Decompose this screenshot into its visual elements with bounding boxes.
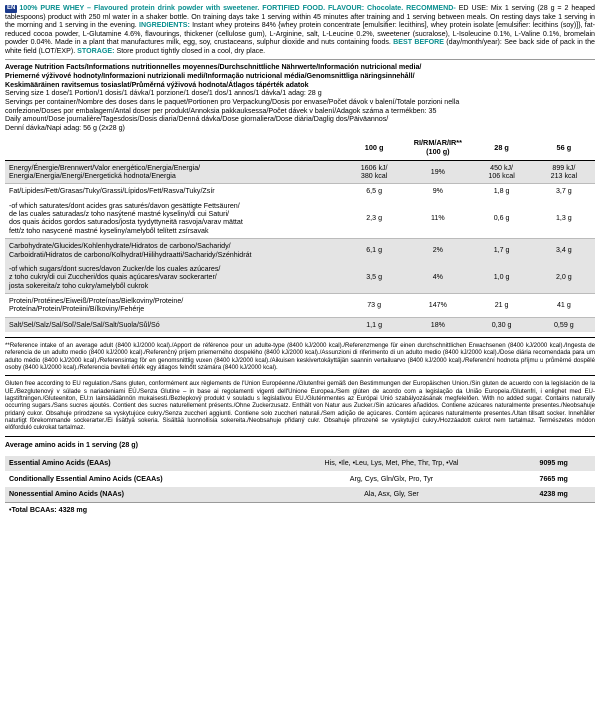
- row-value-protein-56g: 41 g: [533, 293, 595, 317]
- saturates-line2: de las cuales saturadas/z toho nasýtené mastné kyseliny/di cui Saturi/: [9, 210, 230, 219]
- row-label-sugars: [5, 262, 343, 294]
- daily-amount-line-2: Denní dávka/Napi adag: 56 g (2x28 g): [5, 123, 125, 132]
- col-header-ri-line2: (100 g): [426, 147, 450, 157]
- sugars-line3: josta sokereita/z toho cukry/amelyből cukrok: [9, 281, 149, 290]
- servings-per-container-line-1: Servings per container/Nombre des doses dans le paquet/Portionen pro Verpackung/Dosis por envase/Počet dávok v balení/Totale porzioni nella: [5, 97, 460, 106]
- amino-label-ceaa: Conditionally Essential Amino Acids (CEAAs): [9, 474, 163, 483]
- row-label-energy-line2: Energia/Energia/Energi/Energetická hodnota/Energia: [9, 172, 176, 180]
- language-flag-en: EN: [7, 5, 16, 11]
- row-value-salt-28g: 0,30 g: [491, 320, 512, 329]
- table-row-salt: [5, 317, 595, 332]
- row-value-sugars-ri: 4%: [405, 262, 470, 294]
- row-value-fat-28g: 1,8 g: [493, 187, 510, 196]
- amino-value-eaa: His, •Ile, •Leu, Lys, Met, Phe, Thr, Trp, •Val: [324, 459, 459, 468]
- col-header-56g: 56 g: [533, 136, 595, 160]
- reference-intake-footnote: **Reference intake of an average adult (8400 kJ/2000 kcal)./Apport de référence pour un adulte-type (8400 kJ/2000 kcal)./Referenzmenge für einen durchschnittlichen Erwachsenen (8400 kJ/2000 kcal)./Ingesta de referencia de un adulto medio (8400 kJ/2000 kcal)./Referenčný príjem priemerného dospelého (8400 kJ/2000 kcal)./Assunzioni di riferimento di un adulto medio (8400 kJ/2000 kcal)./Dose diária recomendada para um adulto médio (8400 kJ/2000 kcal)./Referensintag för en genomsnittlig vuxen (8400 kJ/2000 kcal)./Aikuisen keskivertokäyttäjän saannin vertailuarvo (8400 kJ/2000 kcal)./Referenční hodnota příjmu u průměrné dospělé osoby (8400 kJ/2000 kcal)./Referencia beviteli érték egy átlagos felnőtt számára (8400 kJ/2000 kcal).: [5, 337, 595, 371]
- nutrition-table: [5, 136, 595, 332]
- best-before-label: BEST BEFORE: [393, 38, 444, 47]
- saturates-line3: dos quais ácidos gordos saturados/josta tyydyttyneitä rasvoja/varav mättat: [9, 218, 243, 227]
- total-bcaa-line: •Total BCAAs: 4328 mg: [5, 502, 595, 518]
- energy-56g-kcal: 213 kcal: [550, 172, 578, 180]
- amino-row-eaa: [5, 456, 595, 471]
- gluten-free-footnote: Gluten free according to EU regulation./Sans gluten, conformément aux règlements de l'Union Européenne./Glutenfrei gemäß den Bestimmungen der Europäischen Union./Sin gluten de acuerdo con la legislación de la UE./Bezglutenový v súlade s nariadeniami EÚ./Senza Glutine – in base ai regolamenti vigenti dell'Unione Europea./Sem glúten de acordo com a legislação da União Europeia./Glutenfri, i enlighet med EU-lagstiftningen./Gluteeniton, EU:n lainsäädännön mukaisesti./Bezlepkový produkt v souladu s legislativou EU./Gluténmentes az Európai Unió szabályozásának megfelelően. With no added sugar. Contains naturally occurring sugars./Sans sucres ajoutés. Contient des sucres naturellement présents./Ohne Zuckerzusatz. Enthält von Natur aus Zucker./Sin azúcares añadidos. Contiene azúcares naturalmente presentes./Neobsahuje pridaný cukor. Obsahuje prirodzene sa vyskytujúce cukry./Senza zuccheri aggiunti. Contiene solo zuccheri naturali./Sem adição de açúcares. Contém açúcares naturalmente presentes./Utan tillsatt socker. Innehåller naturligt förekommande sockerarter./Ei lisättyä sokeria. Sisältää luonnollisia sokereita./Neobsahuje přidaný cukr. Obsahuje přirozeně se vyskytující cukry./Hozzáadott cukrot nem tartalmaz. Természetes módon előforduló cukrokat tartalmaz.: [5, 375, 595, 431]
- amino-amount-ceaa: 7665 mg: [539, 474, 568, 483]
- row-label-carbohydrate: [5, 239, 343, 262]
- ingredients-text: Instant whey proteins 84% {whey protein concentrate [emulsifier: lecithins], whey protein isolate [emulsifier: lecithins (soy)]}, fat-reduced cocoa powder, L-Glutamine 4.6%, flavourings, thickener (cellulose gum), L-Arginine, salt, L-Leucine 0.2%, sweetener (sucralose), L-Isoleucine 0.1%, L-Valine 0.1%, bromelain powder 0.04%. Made in a plant that manufactures milk, egg, soy, crustaceans, sulphur dioxide and nuts containing foods.: [5, 21, 595, 47]
- nutrition-header-line-3: Keskimääräinen ravitsemus tosiaslat/Průměrná výživová hodnota/Átlagos tápérték adatok: [5, 80, 309, 89]
- saturates-line4: fett/z toho nasycené mastné kyseliny/amelyből telített zsírsavak: [9, 226, 209, 235]
- amino-amount-eaa: 9095 mg: [539, 459, 568, 468]
- amino-acids-title: Average amino acids in 1 serving (28 g): [5, 436, 595, 449]
- row-value-fat-100g: 6,5 g: [366, 187, 383, 196]
- row-value-salt-56g: 0,59 g: [553, 320, 574, 329]
- row-value-carbohydrate-100g: 6,1 g: [366, 246, 383, 255]
- row-value-energy-ri: 19%: [405, 160, 470, 184]
- amino-amount-naa: 4238 mg: [539, 490, 568, 499]
- serving-size-line: Serving size 1 dose/1 Portion/1 dosis/1 dávka/1 porzione/1 dose/1 dos/1 annos/1 dávka/1 adag: 28 g: [5, 89, 322, 98]
- row-label-salt: Salt/Sel/Salz/Sal/Soľ/Sale/Sal/Salt/Suola/Sůl/Só: [9, 320, 160, 329]
- nutrition-facts-header: [5, 59, 595, 132]
- nutrition-header-line-2: Priemerné výživové hodnoty/Informazioni nutrizionali medi/Informação nutricional média/Genomsnittliga näringsinnehåll/: [5, 71, 415, 80]
- table-row-carbohydrate: [5, 239, 595, 262]
- row-value-fat-56g: 3,7 g: [555, 187, 572, 196]
- row-value-sugars-100g: 3,5 g: [343, 262, 405, 294]
- energy-100g-kj: 1606 kJ/: [360, 163, 388, 172]
- row-value-salt-ri: 18%: [430, 320, 445, 329]
- row-value-energy-56g: [533, 160, 595, 184]
- row-value-carbohydrate-ri: 2%: [432, 246, 443, 255]
- col-header-nutrient: [5, 136, 343, 160]
- energy-28g-kcal: 106 kcal: [488, 172, 515, 180]
- row-label-protein: [5, 293, 343, 317]
- row-label-fat: Fat/Lipides/Fett/Grasas/Tuky/Grassi/Lípidos/Fett/Rasva/Tuky/Zsír: [9, 187, 215, 196]
- col-header-ri: [405, 136, 470, 160]
- ingredients-label: INGREDIENTS:: [139, 21, 190, 30]
- row-value-sugars-56g: 2,0 g: [533, 262, 595, 294]
- row-label-saturates: [5, 199, 343, 239]
- row-value-fat-ri: 9%: [432, 187, 443, 196]
- row-label-energy: [5, 160, 343, 184]
- amino-acids-body: [5, 456, 595, 502]
- row-value-saturates-ri: 11%: [405, 199, 470, 239]
- table-row-saturates: [5, 199, 595, 239]
- row-label-energy-line1: Energy/Énergie/Brennwert/Valor energético/Energia/Energia/: [9, 163, 201, 172]
- row-value-carbohydrate-56g: 3,4 g: [555, 246, 572, 255]
- protein-line1: Protein/Protéines/Eiweiß/Proteínas/Bielkoviny/Proteine/: [9, 296, 184, 305]
- row-value-saturates-56g: 1,3 g: [533, 199, 595, 239]
- row-value-saturates-100g: 2,3 g: [343, 199, 405, 239]
- energy-28g-kj: 450 kJ/: [490, 163, 514, 172]
- col-header-28g: 28 g: [470, 136, 532, 160]
- table-row-sugars: [5, 262, 595, 294]
- col-header-ri-line1: RI/RM/AR/IR**: [413, 138, 462, 148]
- daily-amount-line-1: Daily amount/Dose journalière/Tagesdosis/Dosis diaria/Denná dávka/Dose giornaliera/Dose diária/Daglig dos/Päiväannos/: [5, 115, 389, 124]
- servings-per-container-line-2: confezione/Doses por embalagem/Antal doser per produkt/Annoksia pakkauksessa/Počet dávek v balení/Adagok száma a termékben: 35: [5, 106, 437, 115]
- carbohydrate-line1: Carbohydrate/Glucides/Kohlenhydrate/Hidratos de carbono/Sacharidy/: [9, 242, 231, 251]
- row-value-protein-ri: 147%: [405, 293, 470, 317]
- saturates-line1: -of which saturates/dont acides gras saturés/davon gesättigte Fettsäuren/: [9, 201, 240, 210]
- storage-text: Store product tightly closed in a cool, dry place.: [116, 46, 266, 55]
- col-header-100g: 100 g: [343, 136, 405, 160]
- amino-acids-table: [5, 456, 595, 502]
- storage-label: STORAGE:: [77, 46, 115, 55]
- amino-value-naa: Ala, Asx, Gly, Ser: [364, 490, 419, 499]
- amino-row-ceaa: [5, 471, 595, 486]
- row-value-salt-100g: 1,1 g: [366, 320, 383, 329]
- row-value-energy-100g: [343, 160, 405, 184]
- nutrition-table-body: [5, 160, 595, 332]
- row-value-protein-100g: 73 g: [343, 293, 405, 317]
- energy-56g-kj: 899 kJ/: [552, 163, 576, 172]
- row-value-sugars-28g: 1,0 g: [470, 262, 532, 294]
- product-title: 100% PURE WHEY – Flavoured protein drink powder with sweetener. FORTIFIED FOOD. FLAVOUR: Chocolate. RECOMMEND-: [19, 4, 456, 12]
- best-before-text: (day/month/year): See back side of pack in the white field (LOT/EXP).: [5, 38, 595, 55]
- carbohydrate-line2: Carboidrati/Hidratos de carbono/Kolhydrat/Hiilihydraatti/Sacharidy/Szénhidrát: [9, 250, 252, 259]
- protein-line2: Proteína/Protein/Proteiini/Bílkoviny/Fehérje: [9, 305, 145, 314]
- sugars-line2: z toho cukry/di cui Zuccheri/dos quais açúcares/varav sockerarter/: [9, 273, 217, 282]
- table-row-fat: [5, 184, 595, 199]
- energy-100g-kcal: 380 kcal: [360, 172, 388, 180]
- row-value-saturates-28g: 0,6 g: [470, 199, 532, 239]
- row-value-energy-28g: [470, 160, 532, 184]
- product-description: [5, 4, 595, 55]
- table-header-row: [5, 136, 595, 160]
- amino-label-naa: Nonessential Amino Acids (NAAs): [9, 490, 124, 499]
- table-row-energy: [5, 160, 595, 184]
- row-value-carbohydrate-28g: 1,7 g: [493, 246, 510, 255]
- amino-label-eaa: Essential Amino Acids (EAAs): [9, 459, 111, 468]
- nutrition-header-line-1: Average Nutrition Facts/Informations nutritionnelles moyennes/Durchschnittliche Nährwerte/Información nutricional media/: [5, 63, 422, 72]
- row-value-protein-28g: 21 g: [470, 293, 532, 317]
- sugars-line1: -of which sugars/dont sucres/davon Zucker/de los cuales azúcares/: [9, 264, 221, 273]
- recommended-use-text: ED USE: Mix 1 serving (28 g = 2 heaped tablespoons) product with 250 ml water in a shaker bottle. On training days take 1 serving within 45 minutes after training and 1 serving between meals. On resting days take 1 serving in the morning and 1 serving in the evening.: [5, 4, 595, 30]
- amino-row-naa: [5, 487, 595, 502]
- nutrition-table-head: [5, 136, 595, 160]
- amino-value-ceaa: Arg, Cys, Gln/Glx, Pro, Tyr: [349, 474, 434, 483]
- table-row-protein: [5, 293, 595, 317]
